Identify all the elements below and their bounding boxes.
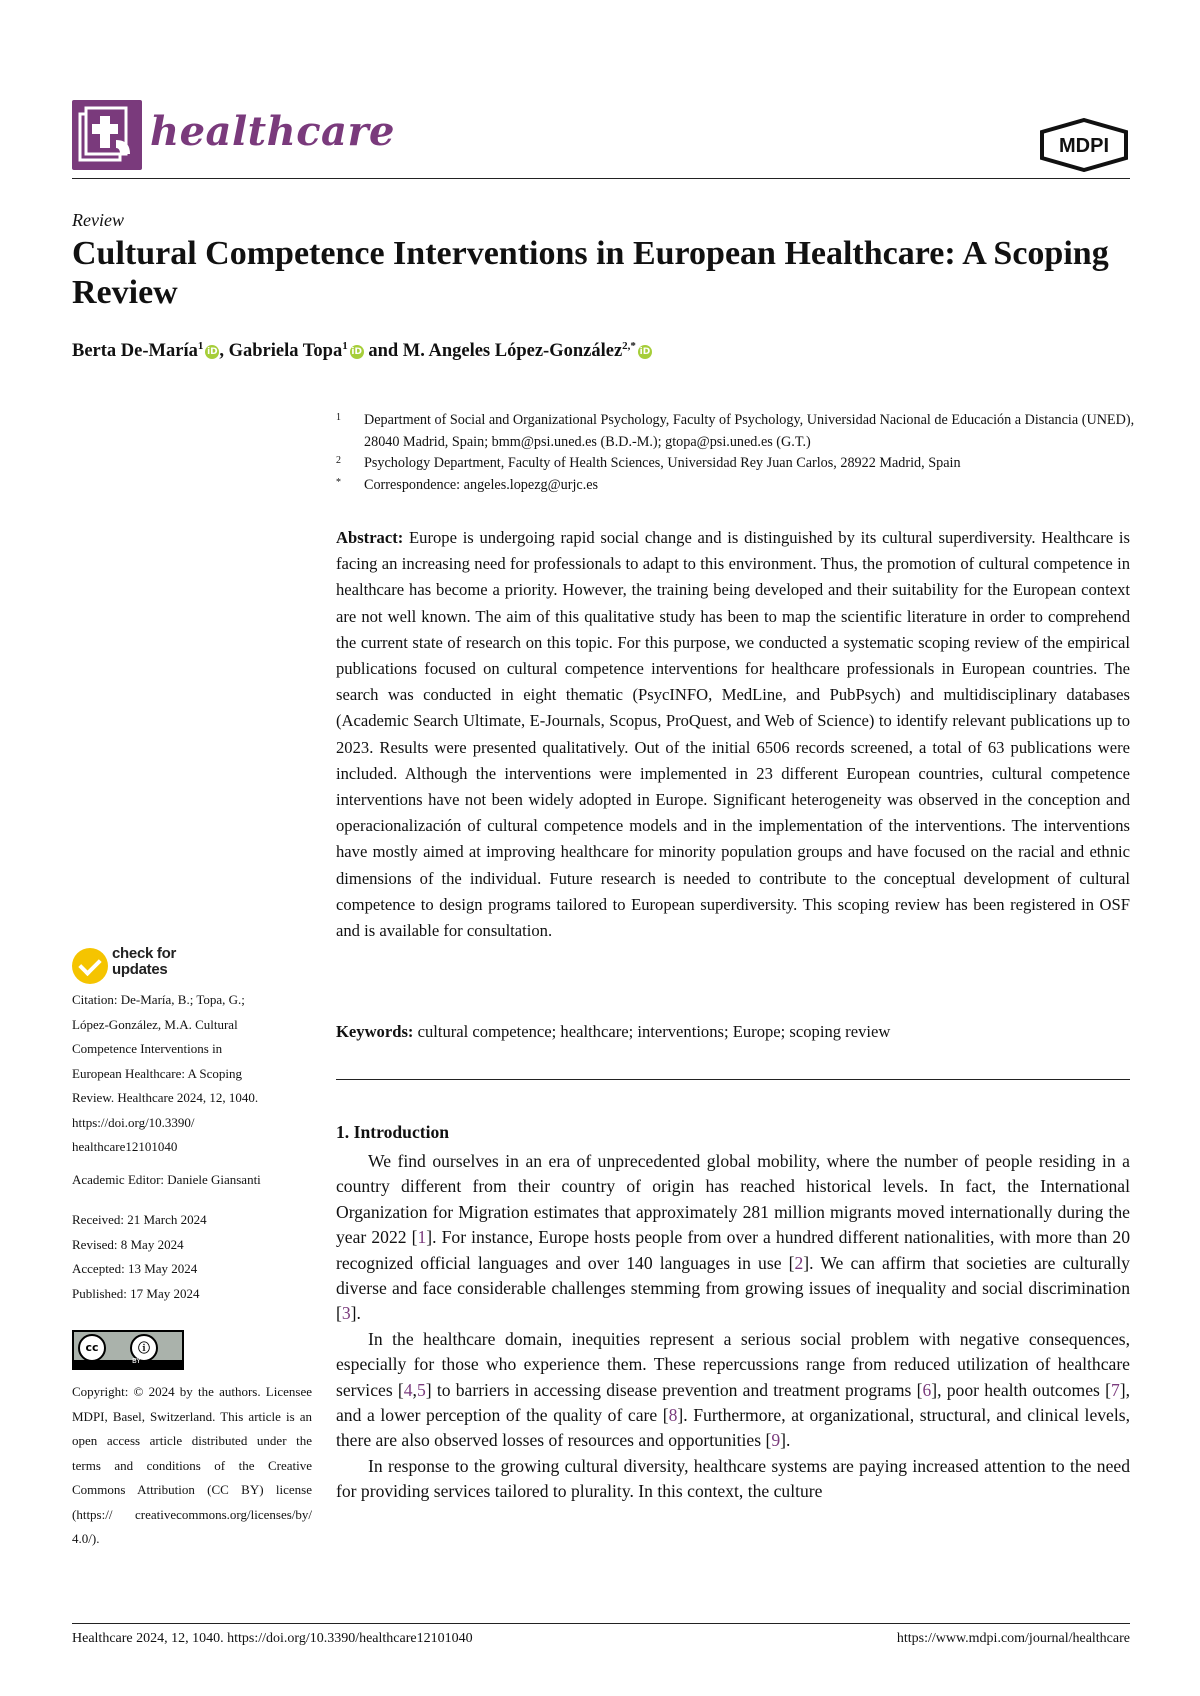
paragraph bbox=[336, 1327, 1130, 1454]
affiliation bbox=[336, 475, 1136, 497]
article-title: Cultural Competence Interventions in European Healthcare: A Scoping Review bbox=[72, 235, 1109, 311]
copyright-notice: Copyright: © 2024 by the authors. Licensee MDPI, Basel, Switzerland. This article is an open access article distributed under the terms and conditions of the Creative Commons Attribution (CC BY) license (https:// creativecommons.org/licenses/by/ 4.0/). bbox=[72, 1384, 312, 1546]
affiliation-mark: 1 bbox=[336, 412, 341, 423]
author-name[interactable]: Gabriela Topa bbox=[228, 341, 343, 362]
reference-link[interactable]: 6 bbox=[922, 1379, 932, 1400]
author-separator: and bbox=[363, 341, 403, 362]
keywords bbox=[336, 1022, 1130, 1042]
paragraph-text: ]. bbox=[780, 1430, 791, 1451]
journal-name: healthcare bbox=[150, 108, 395, 155]
reference-link[interactable]: 5 bbox=[416, 1379, 426, 1400]
reference-link[interactable]: 7 bbox=[1110, 1379, 1120, 1400]
affiliation-text: Correspondence: angeles.lopezg@urjc.es bbox=[364, 476, 599, 493]
article-type: Review bbox=[72, 210, 124, 230]
orcid-icon[interactable]: iD bbox=[351, 347, 362, 358]
affiliation-mark: * bbox=[336, 476, 341, 488]
section-rule bbox=[336, 1079, 1130, 1080]
academic-editor: Academic Editor: Daniele Giansanti bbox=[72, 1172, 261, 1187]
author-affil-sup: 1 bbox=[342, 340, 348, 352]
check-for-updates-text: check for updates bbox=[112, 945, 176, 978]
check-for-updates-badge[interactable] bbox=[72, 946, 202, 990]
footer-journal-url[interactable]: https://www.mdpi.com/journal/healthcare bbox=[896, 1631, 1130, 1646]
author-affil-sup: 2,* bbox=[622, 340, 636, 352]
author-list bbox=[72, 340, 652, 362]
journal-logo-icon bbox=[72, 100, 142, 170]
reference-link[interactable]: 8 bbox=[668, 1405, 678, 1426]
affiliation bbox=[336, 453, 1136, 475]
paragraph bbox=[336, 1149, 1130, 1327]
paragraph-text: ]. bbox=[350, 1303, 361, 1324]
affiliation-text: Psychology Department, Faculty of Health Sciences, Universidad Rey Juan Carlos, 28922 Madrid, Spain bbox=[364, 455, 961, 471]
date-received: Received: 21 March 2024 bbox=[72, 1212, 207, 1227]
author-separator: , bbox=[219, 341, 229, 362]
author-name[interactable]: M. Angeles López-González bbox=[402, 341, 623, 362]
date-accepted: Accepted: 13 May 2024 bbox=[72, 1261, 198, 1276]
date-published: Published: 17 May 2024 bbox=[72, 1285, 200, 1301]
attribution-icon: ⓘ bbox=[130, 1334, 158, 1362]
keywords-label: Keywords: bbox=[336, 1022, 414, 1041]
check-icon bbox=[72, 948, 108, 984]
orcid-icon[interactable]: iD bbox=[639, 347, 651, 358]
paragraph bbox=[336, 1454, 1130, 1505]
paragraph-text: In the healthcare domain, inequities represent a serious social problem with negative consequences, especially for those who experience them. These repercussions range from reduced utilization of healthcare services [ bbox=[336, 1328, 1130, 1400]
paragraph-text: ]. Furthermore, at organizational, structural, and clinical levels, there are also observed losses of resources and opportunities [ bbox=[336, 1405, 1130, 1451]
section-heading: 1. Introduction bbox=[336, 1122, 450, 1142]
reference-link[interactable]: 3 bbox=[341, 1303, 351, 1324]
mdpi-logo-text: MDPI bbox=[1059, 135, 1109, 157]
keywords-text: cultural competence; healthcare; interventions; Europe; scoping review bbox=[417, 1022, 891, 1041]
citation-line: Competence Interventions in bbox=[72, 1041, 223, 1056]
citation-line: López-González, M.A. Cultural bbox=[72, 1016, 238, 1032]
date-revised: Revised: 8 May 2024 bbox=[72, 1236, 184, 1252]
cc-by-license-badge[interactable] bbox=[72, 1330, 184, 1370]
abstract-label: Abstract: bbox=[336, 528, 404, 547]
paragraph-text: , bbox=[412, 1379, 417, 1400]
citation-line: Citation: De-María, B.; Topa, G.; bbox=[72, 992, 245, 1007]
publication-dates bbox=[72, 1208, 312, 1306]
paragraph-text: In response to the growing cultural diversity, healthcare systems are paying increased attention to the need for providing services tailored to plurality. In this context, the culture bbox=[336, 1455, 1130, 1502]
reference-link[interactable]: 1 bbox=[417, 1227, 427, 1248]
author-name[interactable]: Berta De-María bbox=[72, 341, 198, 362]
abstract-text: Europe is undergoing rapid social change and is distinguished by its cultural superdiversity. Healthcare is facing an increasing need for professionals to adapt to this environment. Thus, the promotion of cultural competence in healthcare has become a priority. However, the training being developed and their suitability for the European context are not well known. The aim of this qualitative study has been to map the scientific literature in order to comprehend the current state of research on this topic. For this purpose, we conducted a systematic scoping review of the empirical publications focused on cultural competence interventions for healthcare professionals in European countries. The search was conducted in eight thematic (PsycINFO, MedLine, and PubPsych) and multidisciplinary databases (Academic Search Ultimate, E-Journals, Scopus, ProQuest, and Web of Science) to identify relevant publications up to 2023. Results were presented qualitatively. Out of the initial 6506 records screened, a total of 63 publications were included. Although the interventions were implemented in 23 different European countries, cultural competence interventions have not been widely adopted in Europe. Significant heterogeneity was observed in the conception and operacionalización of cultural competence models and in the implementation of the interventions. The interventions have mostly aimed at improving healthcare for minority population groups and have focused on the racial and ethnic dimensions of the individual. Future research is needed to contribute to the conceptual development of cultural competence to design programs tailored to European superdiversity. This scoping review has been registered in OSF and is available for consultation. bbox=[336, 528, 1130, 941]
citation-doi-link[interactable]: https://doi.org/10.3390/ bbox=[72, 1114, 195, 1130]
citation-line: European Healthcare: A Scoping bbox=[72, 1065, 243, 1081]
body-text bbox=[336, 1149, 1130, 1505]
paragraph-text: ]. For instance, Europe hosts people from over a hundred different nationalities, with more than 20 recognized official languages and over 140 languages in use [ bbox=[336, 1227, 1130, 1273]
cc-band bbox=[74, 1357, 182, 1368]
reference-link[interactable]: 9 bbox=[771, 1430, 781, 1451]
paragraph-text: ], and a lower perception of the quality of care [ bbox=[336, 1379, 1130, 1426]
abstract bbox=[336, 525, 1130, 944]
footer-citation[interactable]: Healthcare 2024, 12, 1040. https://doi.org/10.3390/healthcare12101040 bbox=[72, 1631, 473, 1646]
header-rule bbox=[72, 178, 1130, 179]
mdpi-logo-icon bbox=[1038, 118, 1130, 172]
mdpi-logo bbox=[1038, 118, 1130, 172]
paragraph-text: ] to barriers in accessing disease prevention and treatment programs [ bbox=[425, 1379, 923, 1400]
journal-logo bbox=[72, 100, 142, 170]
citation-doi-link[interactable]: healthcare12101040 bbox=[72, 1139, 178, 1154]
reference-link[interactable]: 2 bbox=[794, 1252, 804, 1273]
cc-band-text: BY bbox=[132, 1357, 141, 1365]
paragraph-text: ]. We can affirm that societies are culturally diverse and face considerable challenges stemming from growing issues of inequality and social discrimination [ bbox=[336, 1252, 1130, 1324]
footer-rule bbox=[72, 1623, 1130, 1624]
affiliation-mark: 2 bbox=[336, 455, 341, 466]
cc-icon: cc bbox=[78, 1334, 106, 1362]
paragraph-text: We find ourselves in an era of unprecedented global mobility, where the number of people residing in a country different from their country of origin has reached historical levels. In fact, the International Organization for Migration estimates that approximately 281 million migrants moved internationally during the year 2022 [ bbox=[336, 1151, 1130, 1248]
citation-line: Review. Healthcare 2024, 12, 1040. bbox=[72, 1090, 259, 1105]
affiliations bbox=[336, 410, 1136, 496]
affiliation-text: Department of Social and Organizational Psychology, Faculty of Psychology, Universidad Nacional de Educación a Distancia (UNED), 28040 Madrid, Spain; bmm@psi.uned.es (B.D.-M.); gtopa@psi.uned.es (G.T.) bbox=[364, 412, 1135, 450]
paragraph-text: ], poor health outcomes [ bbox=[931, 1379, 1111, 1400]
citation-block bbox=[72, 988, 312, 1160]
reference-link[interactable]: 4 bbox=[403, 1379, 413, 1400]
orcid-icon[interactable]: iD bbox=[207, 347, 218, 358]
author-affil-sup: 1 bbox=[197, 340, 204, 352]
affiliation bbox=[336, 410, 1136, 453]
